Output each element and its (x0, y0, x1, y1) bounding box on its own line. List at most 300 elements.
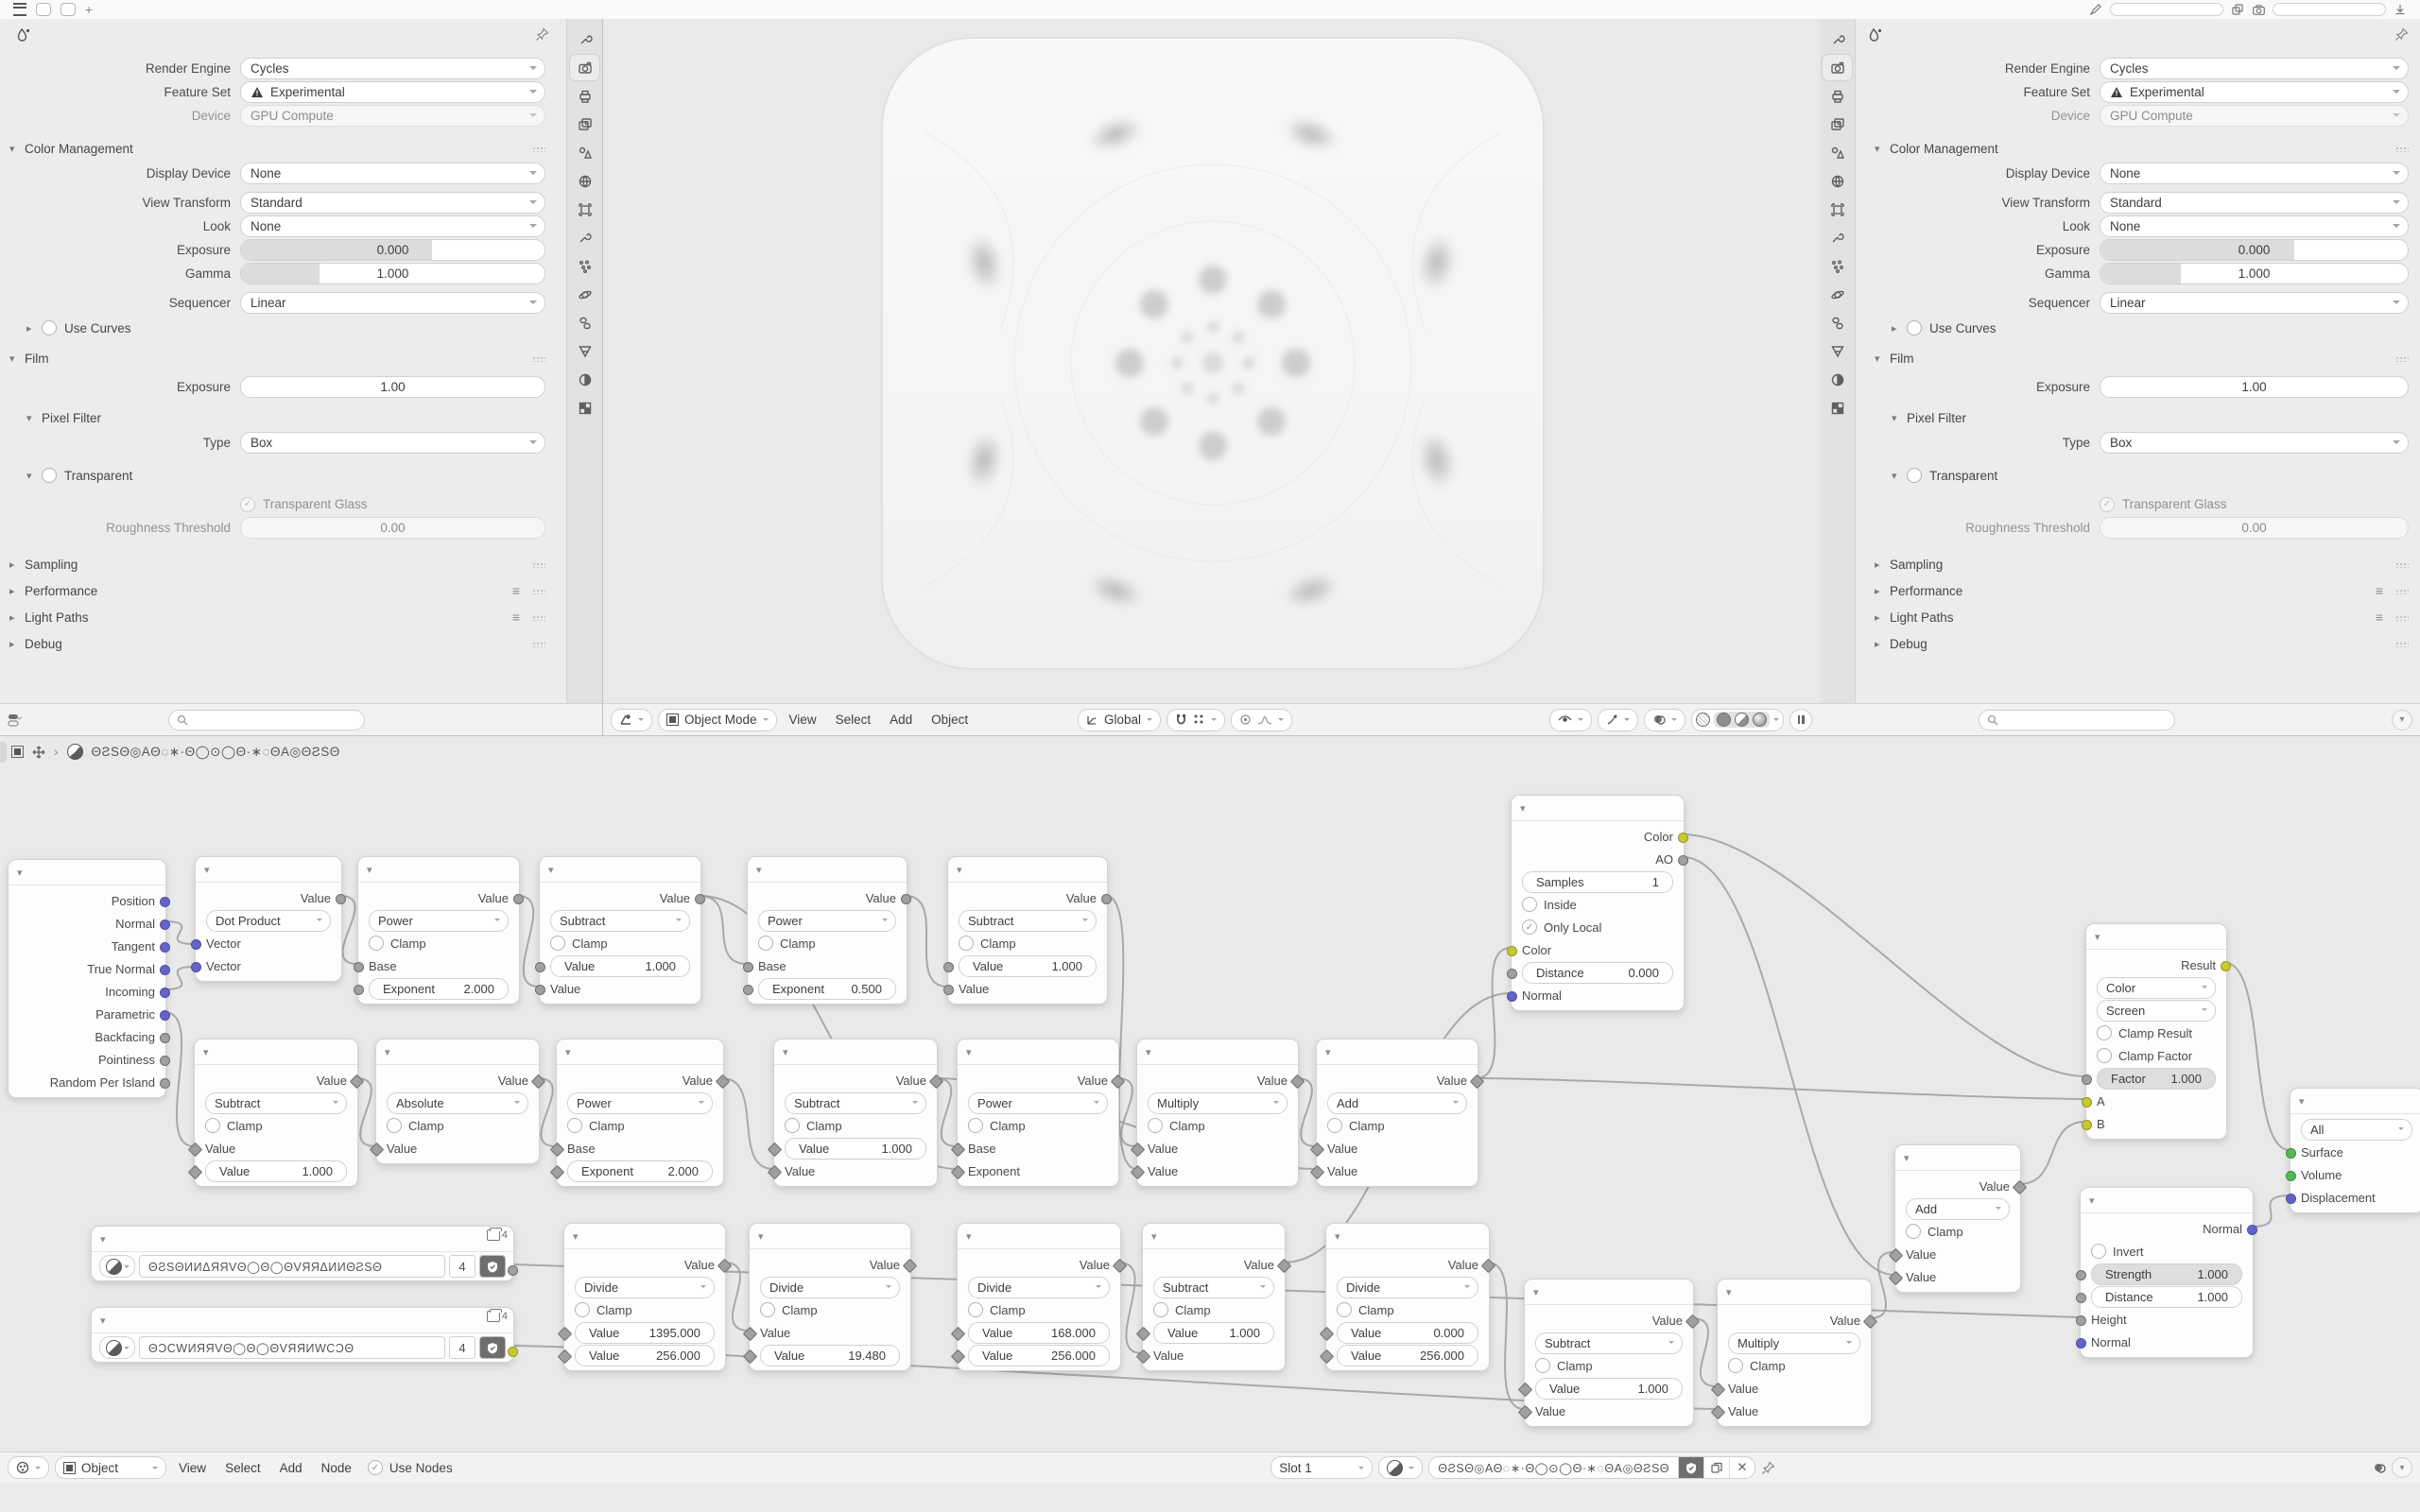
node-socket[interactable] (2286, 1171, 2296, 1181)
node-socket[interactable] (2082, 1097, 2092, 1108)
node-checkbox[interactable]: Clamp (968, 1118, 1026, 1133)
node-socket[interactable] (951, 1349, 966, 1364)
cm-exposure-slider[interactable]: 0.000 (2100, 239, 2409, 261)
node-socket[interactable] (929, 1074, 944, 1089)
node-checkbox[interactable]: Clamp (550, 936, 608, 951)
editor-type-button[interactable] (611, 709, 652, 731)
preset-list-icon[interactable]: ≡ (511, 610, 521, 625)
properties-tab-material[interactable] (1823, 367, 1852, 392)
collapse-chevron-icon[interactable]: ▾ (565, 1046, 571, 1058)
node-socket[interactable] (1678, 855, 1688, 866)
sequencer-dropdown[interactable]: Linear (2100, 292, 2409, 314)
node-socket[interactable] (535, 985, 545, 995)
node-value-field[interactable]: Exponent 0.500 (758, 978, 896, 1000)
transparent-checkbox[interactable] (1907, 468, 1922, 483)
node-vector-math-dot[interactable] (195, 856, 342, 982)
collapse-chevron-icon[interactable]: ▾ (204, 864, 210, 876)
transform-orientation-dropdown[interactable]: Global (1078, 709, 1161, 731)
shading-wireframe-button[interactable] (1696, 713, 1710, 727)
node-math-subtract-e[interactable] (1142, 1223, 1286, 1371)
pause-button[interactable] (1789, 709, 1812, 731)
properties-tab-tool[interactable] (1823, 26, 1852, 52)
camera-icon[interactable] (2252, 3, 2265, 16)
collapse-chevron-icon[interactable]: ▾ (367, 864, 372, 876)
node-socket[interactable] (1101, 894, 1112, 904)
shading-solid-button[interactable] (1717, 713, 1731, 727)
node-checkbox[interactable]: Clamp (1535, 1358, 1593, 1373)
node-socket[interactable] (508, 1265, 518, 1276)
download-icon[interactable] (2394, 3, 2407, 16)
shading-rendered-button[interactable] (1753, 713, 1767, 727)
node-math-power-a[interactable] (357, 856, 520, 1005)
node-socket[interactable] (531, 1074, 546, 1089)
pixel-filter-section[interactable]: ▾ Pixel Filter (26, 410, 102, 425)
node-socket[interactable] (535, 962, 545, 972)
performance-section[interactable]: ▸ Performance ≡ (1865, 577, 2420, 604)
region-handle[interactable] (0, 742, 7, 763)
properties-tab-physics[interactable] (570, 282, 599, 307)
node-dropdown[interactable]: Multiply (1728, 1332, 1860, 1354)
node-value-field[interactable]: Exponent 2.000 (369, 978, 509, 1000)
properties-tab-tool[interactable] (570, 26, 599, 52)
texture-browse-dropdown[interactable] (99, 1336, 135, 1359)
node-socket[interactable] (2082, 1074, 2092, 1085)
use-curves-checkbox[interactable] (1907, 320, 1922, 335)
use-curves-section[interactable]: ▸ Use Curves (1892, 320, 1996, 335)
properties-tab-texture[interactable] (570, 395, 599, 421)
slot-dropdown[interactable]: Slot 1 (1270, 1456, 1373, 1479)
node-dropdown[interactable]: Multiply (1148, 1092, 1288, 1114)
roughness-threshold-field[interactable]: 0.00 (2100, 517, 2409, 539)
node-socket[interactable] (1507, 969, 1517, 979)
copy-datablock-button[interactable] (1703, 1457, 1729, 1478)
node-math-absolute[interactable] (375, 1039, 540, 1164)
device-dropdown[interactable]: GPU Compute (2100, 105, 2409, 127)
menu-icon[interactable] (13, 3, 26, 16)
fake-user-shield-button[interactable] (479, 1336, 506, 1359)
node-socket[interactable] (1111, 1074, 1126, 1089)
pin-icon[interactable] (1761, 1461, 1775, 1475)
collapse-chevron-icon[interactable]: ▾ (1520, 802, 1526, 815)
node-socket[interactable] (1889, 1270, 1904, 1285)
node-value-field[interactable]: Distance 0.000 (1522, 962, 1673, 984)
node-value-field[interactable]: Strength 1.000 (2091, 1263, 2242, 1285)
node-socket[interactable] (1678, 833, 1688, 843)
node-checkbox[interactable]: Clamp (785, 1118, 842, 1133)
properties-tab-scene[interactable] (1823, 140, 1852, 165)
node-socket[interactable] (160, 897, 170, 907)
node-value-field[interactable]: Value 0.000 (1337, 1322, 1478, 1344)
node-checkbox[interactable]: Inside (1522, 897, 1577, 912)
collapse-chevron-icon[interactable]: ▾ (385, 1046, 390, 1058)
debug-section[interactable]: ▸ Debug (1865, 630, 2420, 657)
titlebar-field-2[interactable] (2273, 3, 2386, 16)
node-socket[interactable] (901, 894, 911, 904)
node-dropdown[interactable]: Divide (968, 1277, 1110, 1298)
sampling-section[interactable]: ▸ Sampling (0, 551, 557, 577)
properties-tab-object-data[interactable] (1823, 338, 1852, 364)
node-socket[interactable] (160, 1033, 170, 1043)
collapse-chevron-icon[interactable]: ▾ (2089, 1194, 2095, 1207)
node-checkbox[interactable]: Clamp (1728, 1358, 1786, 1373)
node-checkbox[interactable]: Clamp (575, 1302, 632, 1317)
collapse-chevron-icon[interactable]: ▾ (1151, 1230, 1157, 1243)
pin-icon[interactable] (535, 27, 549, 42)
node-value-field[interactable]: Value 168.000 (968, 1322, 1110, 1344)
properties-editor-icon[interactable] (1867, 26, 1884, 43)
node-socket[interactable] (2013, 1179, 2028, 1194)
properties-tab-world[interactable] (1823, 168, 1852, 194)
node-socket[interactable] (2076, 1293, 2086, 1303)
node-value-field[interactable]: Value 19.480 (760, 1345, 900, 1366)
properties-tab-physics[interactable] (1823, 282, 1852, 307)
node-math-divide-c[interactable] (957, 1223, 1121, 1371)
node-math-divide-b[interactable] (749, 1223, 911, 1371)
shader-editor[interactable] (0, 735, 2420, 1483)
node-socket[interactable] (951, 1326, 966, 1341)
display-device-dropdown[interactable]: None (240, 163, 545, 184)
node-socket[interactable] (1310, 1142, 1325, 1157)
node-value-field[interactable]: Value 1.000 (205, 1160, 347, 1182)
properties-tab-view-layer[interactable] (570, 112, 599, 137)
node-checkbox[interactable]: Clamp (1327, 1118, 1385, 1133)
node-socket[interactable] (2082, 1120, 2092, 1130)
collapse-chevron-icon[interactable]: ▾ (1335, 1230, 1340, 1243)
node-socket[interactable] (188, 1164, 203, 1179)
node-checkbox[interactable]: Clamp (205, 1118, 263, 1133)
node-dropdown[interactable]: Color (2097, 977, 2216, 999)
properties-tab-material[interactable] (570, 367, 599, 392)
view-transform-dropdown[interactable]: Standard (240, 192, 545, 214)
overlays-dropdown[interactable] (1644, 709, 1685, 731)
node-socket[interactable] (695, 894, 705, 904)
preset-list-icon[interactable]: ≡ (2375, 610, 2384, 625)
node-value-field[interactable]: Value 1.000 (959, 955, 1097, 977)
node-socket[interactable] (943, 962, 954, 972)
menu-select[interactable]: Select (835, 713, 872, 727)
properties-tab-object[interactable] (570, 197, 599, 222)
node-socket[interactable] (370, 1142, 385, 1157)
node-socket[interactable] (1470, 1074, 1485, 1089)
overlays-icon[interactable] (2373, 1462, 2386, 1474)
node-math-subtract-f[interactable] (1524, 1279, 1694, 1427)
chevron-down-icon[interactable]: ▾ (2392, 710, 2412, 730)
render-engine-dropdown[interactable]: Cycles (2100, 58, 2409, 79)
sampling-section[interactable]: ▸ Sampling (1865, 551, 2420, 577)
shading-material-button[interactable] (1735, 713, 1749, 727)
node-dropdown[interactable]: Divide (1337, 1277, 1478, 1298)
snap-button[interactable] (1167, 709, 1225, 731)
node-socket[interactable] (743, 1349, 758, 1364)
properties-tab-object[interactable] (1823, 197, 1852, 222)
feature-set-dropdown[interactable]: Experimental (2100, 81, 2409, 103)
view-transform-dropdown[interactable]: Standard (2100, 192, 2409, 214)
node-value-field[interactable]: Value 1.000 (785, 1138, 926, 1160)
cm-exposure-slider[interactable]: 0.000 (240, 239, 545, 261)
node-socket[interactable] (350, 1074, 365, 1089)
node-checkbox[interactable]: Clamp Factor (2097, 1048, 2192, 1063)
node-socket[interactable] (1131, 1164, 1146, 1179)
menu-add[interactable]: Add (279, 1460, 302, 1475)
pin-icon[interactable] (2394, 27, 2409, 42)
node-socket[interactable] (1711, 1382, 1726, 1397)
node-socket[interactable] (716, 1074, 731, 1089)
node-socket[interactable] (1481, 1258, 1496, 1273)
use-curves-section[interactable]: ▸ Use Curves (26, 320, 131, 335)
node-checkbox[interactable]: Clamp (369, 936, 426, 951)
node-dropdown[interactable]: Power (758, 910, 896, 932)
node-checkbox[interactable]: Clamp (567, 1118, 625, 1133)
chevron-down-icon[interactable]: ▾ (2392, 1457, 2412, 1478)
node-socket[interactable] (513, 894, 524, 904)
node-math-divide-d[interactable] (1325, 1223, 1490, 1371)
node-checkbox[interactable]: Clamp (1906, 1224, 1963, 1239)
look-dropdown[interactable]: None (2100, 215, 2409, 237)
properties-tab-render[interactable] (1823, 55, 1852, 80)
window-tab-1[interactable] (36, 3, 51, 16)
node-checkbox[interactable]: Clamp (1153, 1302, 1211, 1317)
transparent-glass-checkbox[interactable]: ✓ (2100, 497, 2115, 512)
node-geometry[interactable] (8, 859, 166, 1098)
node-socket[interactable] (191, 962, 201, 972)
search-input[interactable] (1979, 710, 2175, 730)
node-material-output[interactable] (2290, 1088, 2420, 1213)
node-socket[interactable] (160, 1010, 170, 1021)
node-socket[interactable] (160, 942, 170, 953)
properties-tab-modifiers[interactable] (570, 225, 599, 250)
collapse-chevron-icon[interactable]: ▾ (100, 1314, 106, 1327)
node-socket[interactable] (768, 1142, 783, 1157)
collapse-chevron-icon[interactable]: ▾ (966, 1046, 972, 1058)
device-dropdown[interactable]: GPU Compute (240, 105, 545, 127)
node-math-add-a[interactable] (1316, 1039, 1478, 1187)
node-dropdown[interactable]: Power (567, 1092, 713, 1114)
debug-section[interactable]: ▸ Debug (0, 630, 557, 657)
node-dropdown[interactable]: Subtract (205, 1092, 347, 1114)
roughness-threshold-field[interactable]: 0.00 (240, 517, 545, 539)
node-checkbox[interactable]: Clamp (758, 936, 816, 951)
collapse-chevron-icon[interactable]: ▾ (957, 864, 962, 876)
node-socket[interactable] (743, 1326, 758, 1341)
node-socket[interactable] (188, 1142, 203, 1157)
node-socket[interactable] (2286, 1194, 2296, 1204)
link-icon[interactable] (2231, 3, 2244, 16)
menu-node[interactable]: Node (320, 1460, 352, 1475)
node-math-divide-a[interactable] (563, 1223, 726, 1371)
node-socket[interactable] (951, 1164, 966, 1179)
properties-tab-particles[interactable] (1823, 253, 1852, 279)
render-engine-dropdown[interactable]: Cycles (240, 58, 545, 79)
pixel-filter-type-dropdown[interactable]: Box (240, 432, 545, 454)
texture-name-field[interactable]: ΘƧSΘИИΔЯЯVΘ◯Θ◯ΘVЯЯΔИИΘƧSΘ (139, 1255, 445, 1278)
node-dropdown[interactable]: Absolute (387, 1092, 528, 1114)
proportional-editing-button[interactable] (1231, 709, 1292, 731)
node-dropdown[interactable]: All (2301, 1119, 2412, 1141)
node-socket[interactable] (550, 1142, 565, 1157)
node-socket[interactable] (336, 894, 346, 904)
search-input[interactable] (168, 710, 365, 730)
node-socket[interactable] (1136, 1349, 1151, 1364)
collapse-chevron-icon[interactable]: ▾ (966, 1230, 972, 1243)
film-exposure-field[interactable]: 1.00 (240, 376, 545, 398)
node-socket[interactable] (1507, 946, 1517, 956)
node-dropdown[interactable]: Subtract (550, 910, 690, 932)
node-socket[interactable] (2286, 1148, 2296, 1159)
feature-set-dropdown[interactable]: Experimental (240, 81, 545, 103)
collapse-chevron-icon[interactable]: ▾ (1325, 1046, 1331, 1058)
node-socket[interactable] (2076, 1315, 2086, 1326)
mode-dropdown[interactable]: Object Mode (658, 709, 777, 731)
use-curves-checkbox[interactable] (42, 320, 57, 335)
collapse-chevron-icon[interactable]: ▾ (1726, 1286, 1732, 1298)
node-dropdown[interactable]: Screen (2097, 1000, 2216, 1022)
node-socket[interactable] (1711, 1404, 1726, 1419)
unlink-datablock-button[interactable]: ✕ (1729, 1457, 1754, 1478)
properties-tab-constraints[interactable] (1823, 310, 1852, 335)
look-dropdown[interactable]: None (240, 215, 545, 237)
node-socket[interactable] (160, 1056, 170, 1066)
viewport-3d[interactable] (603, 19, 1820, 735)
preset-list-icon[interactable]: ≡ (511, 583, 521, 598)
node-checkbox[interactable]: Clamp (760, 1302, 818, 1317)
properties-tab-output[interactable] (1823, 83, 1852, 109)
material-browse-dropdown[interactable] (1378, 1456, 1423, 1479)
node-math-multiply-a[interactable] (1136, 1039, 1299, 1187)
collapse-chevron-icon[interactable]: ▾ (758, 1230, 764, 1243)
properties-editor-icon[interactable] (15, 26, 32, 43)
node-dropdown[interactable]: Subtract (1153, 1277, 1274, 1298)
node-socket[interactable] (1320, 1349, 1335, 1364)
material-name-field[interactable]: ΘƧSΘ◎AΘ◌∗·Θ◯⊙◯Θ·∗◌ΘA◎ΘƧSΘ (1438, 1461, 1669, 1475)
node-socket[interactable] (558, 1349, 573, 1364)
node-socket[interactable] (354, 962, 364, 972)
use-nodes-toggle[interactable]: ✓ Use Nodes (368, 1460, 453, 1475)
node-checkbox[interactable]: Clamp (959, 936, 1016, 951)
collapse-chevron-icon[interactable]: ▾ (548, 864, 554, 876)
node-socket[interactable] (191, 939, 201, 950)
texture-name-field[interactable]: ΘƆCWИЯЯVΘ◯Θ◯ΘVЯЯИWCƆΘ (139, 1336, 445, 1359)
node-dropdown[interactable]: Power (369, 910, 509, 932)
collapse-chevron-icon[interactable]: ▾ (1904, 1152, 1910, 1164)
menu-object[interactable]: Object (931, 713, 969, 727)
node-value-field[interactable]: Value 1395.000 (575, 1322, 715, 1344)
node-socket[interactable] (951, 1142, 966, 1157)
node-checkbox[interactable]: Invert (2091, 1244, 2144, 1259)
collapse-chevron-icon[interactable]: ▾ (2095, 931, 2100, 943)
node-socket[interactable] (943, 985, 954, 995)
node-texture-a[interactable] (91, 1226, 514, 1281)
properties-tab-constraints[interactable] (570, 310, 599, 335)
node-socket[interactable] (1131, 1142, 1146, 1157)
node-socket[interactable] (1113, 1258, 1128, 1273)
display-device-dropdown[interactable]: None (2100, 163, 2409, 184)
node-dropdown[interactable]: Subtract (959, 910, 1097, 932)
properties-tab-particles[interactable] (570, 253, 599, 279)
node-socket[interactable] (1889, 1247, 1904, 1263)
collapse-chevron-icon[interactable]: ▾ (2299, 1095, 2305, 1108)
collapse-chevron-icon[interactable]: ▾ (100, 1233, 106, 1246)
properties-tab-render[interactable] (570, 55, 599, 80)
color-management-section[interactable]: ▾ Color Management (1865, 135, 2420, 162)
collapse-chevron-icon[interactable]: ▾ (203, 1046, 209, 1058)
node-value-field[interactable]: Value 256.000 (575, 1345, 715, 1366)
node-socket[interactable] (354, 985, 364, 995)
visibility-dropdown[interactable] (1549, 709, 1592, 731)
node-value-field[interactable]: Samples 1 (1522, 871, 1673, 893)
node-math-multiply-b[interactable] (1717, 1279, 1872, 1427)
node-value-field[interactable]: Value 1.000 (1153, 1322, 1274, 1344)
gamma-slider[interactable]: 1.000 (2100, 263, 2409, 284)
node-socket[interactable] (1310, 1164, 1325, 1179)
pencil-icon[interactable] (2089, 3, 2102, 16)
node-socket[interactable] (768, 1164, 783, 1179)
node-math-power-d[interactable] (957, 1039, 1119, 1187)
color-management-section[interactable]: ▾ Color Management (0, 135, 557, 162)
node-socket[interactable] (1277, 1258, 1292, 1273)
node-socket[interactable] (743, 962, 753, 972)
collapse-chevron-icon[interactable]: ▾ (756, 864, 762, 876)
node-socket[interactable] (2221, 961, 2231, 971)
node-dropdown[interactable]: Power (968, 1092, 1108, 1114)
node-checkbox[interactable]: Clamp (387, 1118, 444, 1133)
node-math-power-c[interactable] (556, 1039, 724, 1187)
node-bump[interactable] (2080, 1187, 2254, 1358)
filter-toggle-icon[interactable] (8, 713, 26, 728)
menu-view[interactable]: View (788, 713, 817, 727)
node-dropdown[interactable]: Add (1327, 1092, 1467, 1114)
collapse-chevron-icon[interactable]: ▾ (1146, 1046, 1151, 1058)
collapse-chevron-icon[interactable]: ▾ (1533, 1286, 1539, 1298)
gizmos-dropdown[interactable] (1598, 709, 1638, 731)
node-socket[interactable] (160, 919, 170, 930)
properties-tab-texture[interactable] (1823, 395, 1852, 421)
node-socket[interactable] (717, 1258, 733, 1273)
node-value-field[interactable]: Value 1.000 (1535, 1378, 1683, 1400)
film-exposure-field[interactable]: 1.00 (2100, 376, 2409, 398)
window-tab-2[interactable] (60, 3, 76, 16)
titlebar-field-1[interactable] (2110, 3, 2223, 16)
node-socket[interactable] (508, 1347, 518, 1357)
user-count-button[interactable]: 4 (449, 1336, 475, 1359)
node-ambient-occlusion[interactable] (1511, 795, 1685, 1011)
node-dropdown[interactable]: Subtract (1535, 1332, 1683, 1354)
node-socket[interactable] (1685, 1314, 1701, 1329)
transparent-checkbox[interactable] (42, 468, 57, 483)
node-dropdown[interactable]: Divide (760, 1277, 900, 1298)
collapse-chevron-icon[interactable]: ▾ (783, 1046, 788, 1058)
node-socket[interactable] (1290, 1074, 1305, 1089)
node-math-subtract-d[interactable] (773, 1039, 938, 1187)
node-checkbox[interactable]: Clamp Result (2097, 1025, 2192, 1040)
transparent-glass-checkbox[interactable]: ✓ (240, 497, 255, 512)
node-value-field[interactable]: Value 256.000 (1337, 1345, 1478, 1366)
pixel-filter-section[interactable]: ▾ Pixel Filter (1892, 410, 1967, 425)
node-socket[interactable] (1136, 1326, 1151, 1341)
node-socket[interactable] (2076, 1338, 2086, 1349)
light-paths-section[interactable]: ▸ Light Paths ≡ (1865, 604, 2420, 630)
viewport-canvas[interactable] (603, 19, 1820, 704)
pixel-filter-type-dropdown[interactable]: Box (2100, 432, 2409, 454)
preset-list-icon[interactable]: ≡ (2375, 583, 2384, 598)
node-value-field[interactable]: Value 256.000 (968, 1345, 1110, 1366)
node-dropdown[interactable]: Dot Product (206, 910, 331, 932)
node-math-power-b[interactable] (747, 856, 908, 1005)
texture-browse-dropdown[interactable] (99, 1255, 135, 1278)
node-math-subtract-a[interactable] (539, 856, 701, 1005)
node-checkbox[interactable]: Clamp (1148, 1118, 1205, 1133)
menu-add[interactable]: Add (890, 713, 913, 727)
node-math-add-b[interactable] (1894, 1144, 2021, 1293)
